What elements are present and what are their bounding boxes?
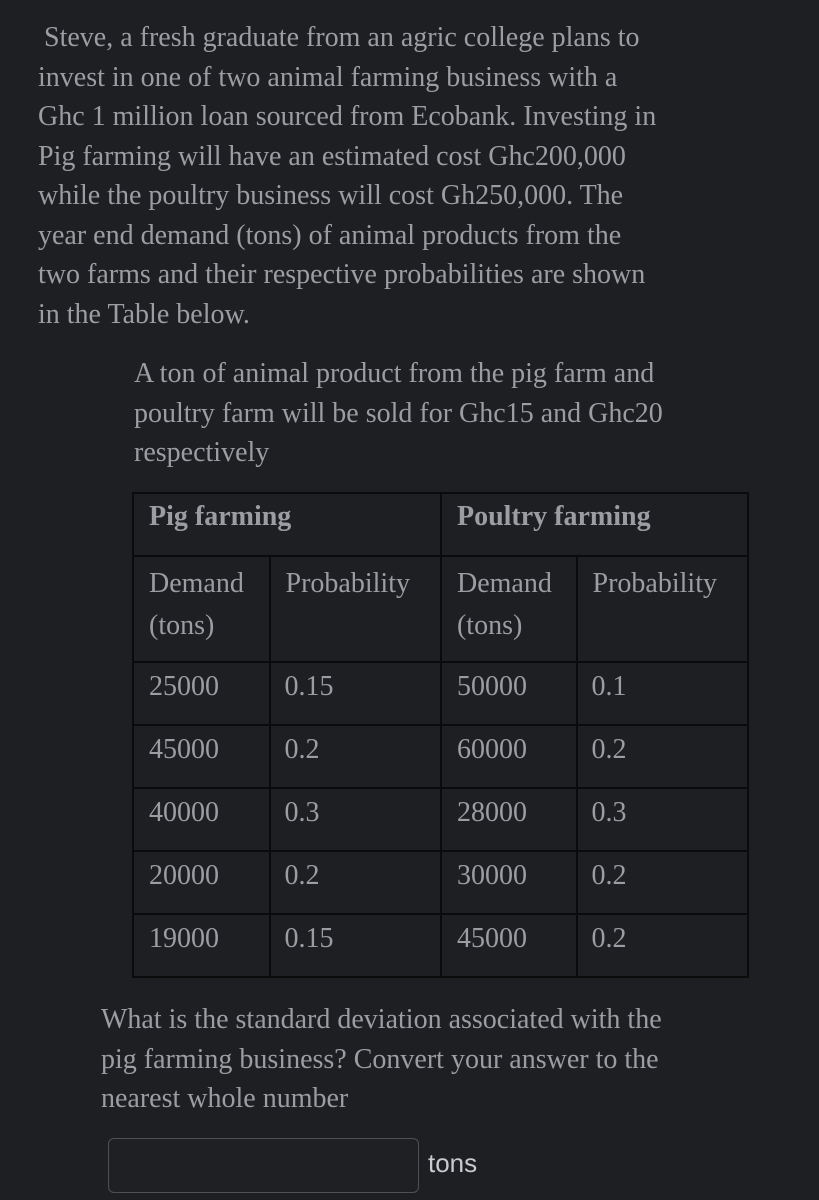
pig-probability-cell: 0.2	[270, 725, 441, 788]
poultry-farming-header: Poultry farming	[441, 493, 748, 556]
poultry-probability-cell: 0.3	[577, 788, 748, 851]
question-prompt	[101, 1000, 781, 1119]
intro-line: Steve, a fresh graduate from an agric college plans to	[44, 22, 640, 53]
pig-demand-cell: 25000	[133, 662, 270, 725]
table-row	[133, 725, 748, 788]
pig-demand-cell: 45000	[133, 725, 270, 788]
poultry-demand-cell: 50000	[441, 662, 577, 725]
intro-line: year end demand (tons) of animal products from the	[38, 219, 622, 251]
demand-probability-table	[132, 492, 749, 978]
poultry-probability-cell: 0.1	[577, 662, 748, 725]
answer-unit-label: tons	[428, 1148, 478, 1178]
poultry-demand-column-header	[441, 556, 577, 662]
intro-line: Pig farming will have an estimated cost Ghc200,000	[38, 140, 626, 172]
pig-demand-cell: 19000	[133, 914, 270, 977]
intro-line: invest in one of two animal farming business with a	[38, 61, 618, 93]
prompt-line: nearest whole number	[101, 1083, 349, 1114]
poultry-demand-cell: 30000	[441, 851, 577, 914]
pig-probability-cell: 0.15	[270, 914, 441, 977]
poultry-probability-cell: 0.2	[577, 725, 748, 788]
price-line: A ton of animal product from the pig farm and	[134, 358, 655, 389]
poultry-probability-cell: 0.2	[577, 914, 748, 977]
table-row	[133, 788, 748, 851]
demand-unit-label: (tons)	[149, 610, 215, 641]
demand-unit-label: (tons)	[456, 610, 523, 641]
question-intro	[38, 18, 768, 334]
poultry-demand-cell: 60000	[441, 725, 577, 788]
table-row	[133, 851, 748, 914]
table-header-row	[133, 493, 748, 556]
demand-label: Demand	[456, 568, 552, 599]
pig-farming-header: Pig farming	[133, 493, 441, 556]
poultry-probability-cell: 0.2	[577, 851, 748, 914]
price-statement	[134, 354, 774, 473]
answer-input[interactable]	[108, 1138, 419, 1193]
pig-probability-column-header: Probability	[270, 556, 441, 662]
prompt-line: pig farming business? Convert your answer to the	[101, 1043, 659, 1075]
pig-demand-cell: 20000	[133, 851, 270, 914]
price-line: poultry farm will be sold for Ghc15 and Ghc20	[134, 397, 663, 429]
demand-label: Demand	[149, 568, 244, 599]
table-subheader-row	[133, 556, 748, 662]
pig-demand-cell: 40000	[133, 788, 270, 851]
pig-probability-cell: 0.3	[270, 788, 441, 851]
price-line: respectively	[134, 437, 270, 468]
intro-line: in the Table below.	[38, 298, 250, 330]
pig-demand-column-header	[133, 556, 270, 662]
pig-probability-cell: 0.2	[270, 851, 441, 914]
poultry-demand-cell: 45000	[441, 914, 577, 977]
table-row	[133, 662, 748, 725]
prompt-line: What is the standard deviation associated with the	[101, 1004, 662, 1035]
poultry-probability-column-header: Probability	[577, 556, 748, 662]
intro-line: Ghc 1 million loan sourced from Ecobank. Investing in	[38, 101, 657, 132]
pig-probability-cell: 0.15	[270, 662, 441, 725]
intro-line: while the poultry business will cost Gh250,000. The	[38, 180, 624, 211]
poultry-demand-cell: 28000	[441, 788, 577, 851]
table-row	[133, 914, 748, 977]
intro-line: two farms and their respective probabilities are shown	[38, 259, 646, 290]
